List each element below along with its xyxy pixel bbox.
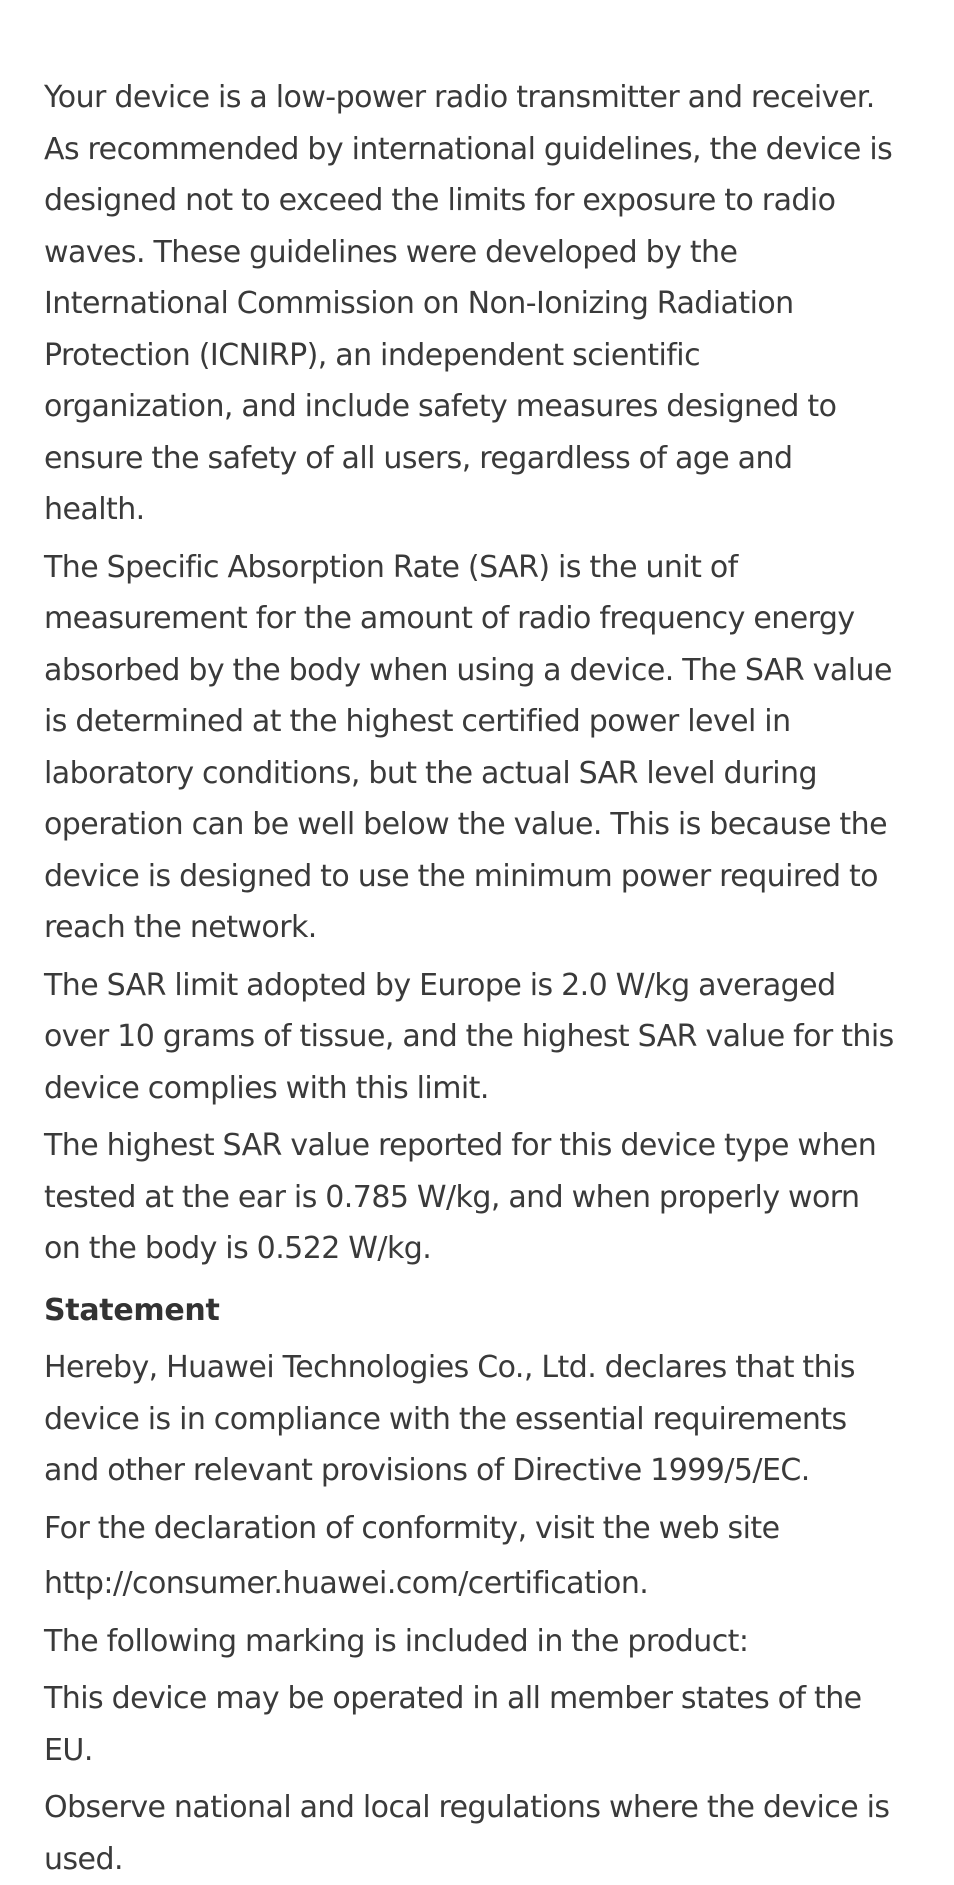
paragraph-radio-exposure: Your device is a low-power radio transmitter and receiver. As recommended by international guidelines, the device is designed not to exceed the limits for exposure to radio waves. These guidelines were developed by the International Commission on Non-Ionizing Radiation Protection (ICNIRP), an independent scientific organization, and include safety measures designed to ensure the safety of all users, regardless of age and health.: [44, 80, 893, 527]
paragraph-eu-member-states: This device may be operated in all member states of the EU.: [44, 1681, 862, 1768]
paragraph-marking: The following marking is included in the product:: [44, 1623, 749, 1659]
paragraph-sar-values: The highest SAR value reported for this device type when tested at the ear is 0.785 W/kg, and when properly worn on the body is 0.522 W/kg.: [44, 1128, 877, 1266]
paragraph-conformity-visit: For the declaration of conformity, visit the web site: [44, 1510, 780, 1546]
certification-url: http://consumer.huawei.com/certification.: [44, 1566, 649, 1601]
paragraph-sar-limit: The SAR limit adopted by Europe is 2.0 W/kg averaged over 10 grams of tissue, and the highest SAR value for this device complies with this limit.: [44, 967, 894, 1106]
paragraph-compliance-declaration: Hereby, Huawei Technologies Co., Ltd. declares that this device is in compliance with the essential requirements and other relevant provisions of Directive 1999/5/EC.: [44, 1350, 855, 1488]
statement-heading: Statement: [44, 1292, 220, 1328]
paragraph-sar-definition: The Specific Absorption Rate (SAR) is the unit of measurement for the amount of radio frequency energy absorbed by the body when using a device. The SAR value is determined at the highest certified power level in laboratory conditions, but the actual SAR level during operation can be well below the value. This is because the device is designed to use the minimum power required to reach the network.: [44, 549, 892, 945]
paragraph-local-regulations: Observe national and local regulations where the device is used.: [44, 1790, 890, 1877]
